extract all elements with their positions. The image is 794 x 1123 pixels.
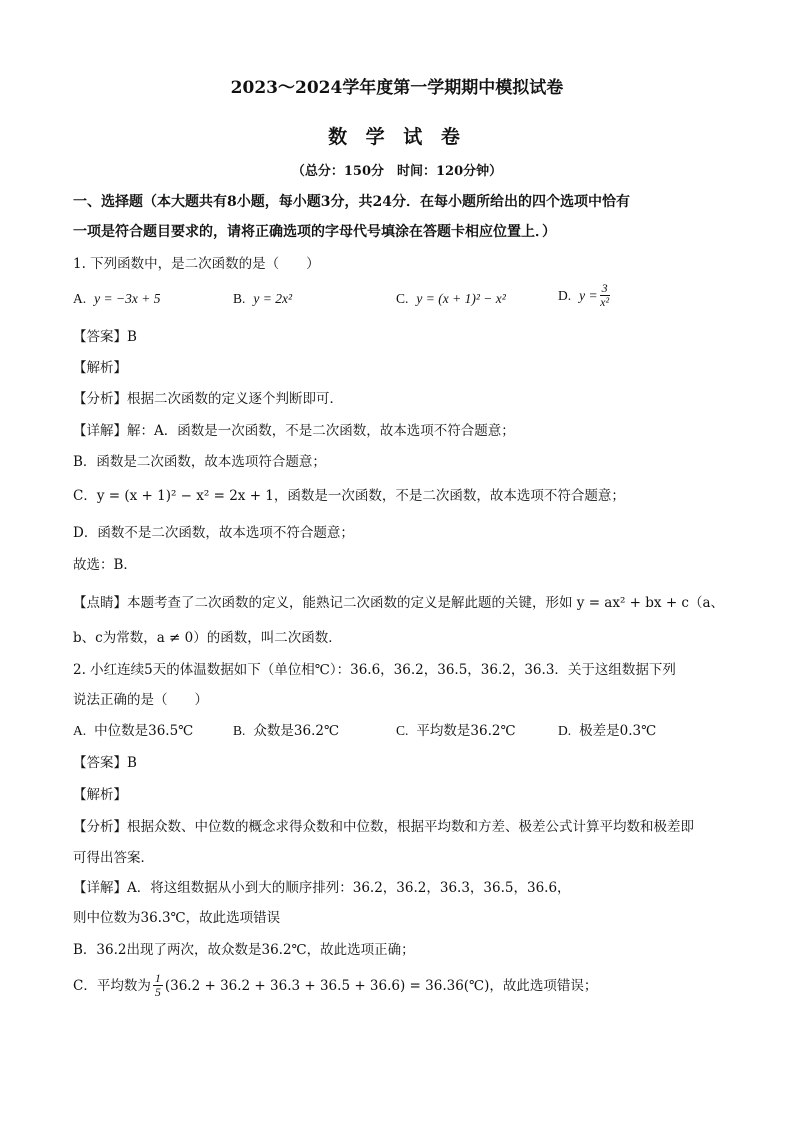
section-heading-line2: 一项是符合题目要求的，请将正确选项的字母代号填涂在答题卡相应位置上．） [73,224,556,240]
q2-option-a [73,721,233,741]
option-expression: y = −3x + 5 [94,290,161,306]
option-expression: y = 2x² [253,290,293,306]
q1-analysis: 【分析】根据二次函数的定义逐个判断即可． [73,391,343,407]
q1-comment-line1: 【点睛】本题考查了二次函数的定义，能熟记二次函数的定义是解此题的关键，形如 y = ax² + bx + c（a、 [73,595,725,611]
q1-stem: 1. 下列函数中，是二次函数的是（ ） [73,256,320,272]
q2-analysis-label: 【解析】 [73,787,127,803]
option-text: 平均数是36.2℃ [416,723,516,739]
option-letter: A. [73,723,87,738]
option-text: 极差是0.3℃ [579,723,657,739]
q1-detail-a: 【详解】解：A．函数是一次函数，不是二次函数，故本选项不符合题意； [73,423,515,439]
q1-detail-c: C．y = (x + 1)² − x² = 2x + 1，函数是一次函数，不是二次函数，故本选项不符合题意； [73,488,625,504]
q1-option-c [396,288,558,309]
q1-options [73,281,724,309]
exam-subtitle: 数 学 试 卷 [328,126,466,148]
q2-option-d [558,721,656,741]
q2-detail-a2: 则中位数为36.3℃，故此选项错误 [73,910,281,926]
option-expression: y = (x + 1)² − x² [416,290,506,306]
option-letter: B. [233,290,246,306]
fraction-numerator: 1 [154,971,161,985]
option-letter: C. [396,290,409,306]
q2-analysis-line2: 可得出答案． [73,850,154,866]
q2-answer: 【答案】B [73,755,137,771]
q2-stem-line2: 说法正确的是（ ） [73,692,208,708]
option-expression: y = [579,287,598,303]
option-letter: D. [558,723,572,738]
q2-option-b [233,721,396,741]
q1-detail-d: D．函数不是二次函数，故本选项不符合题意； [73,525,354,541]
section-heading-line1: 一、选择题（本大题共有8小题，每小题3分，共24分．在每小题所给出的四个选项中恰有 [73,194,630,210]
exam-info: （总分：150分 时间：120分钟） [291,164,503,179]
option-text: 众数是36.2℃ [253,723,340,739]
option-letter: C. [396,723,409,738]
detail-c-prefix: C．平均数为 [73,977,151,994]
q2-options [73,721,724,741]
option-letter: A. [73,290,87,306]
q1-answer: 【答案】B [73,329,137,345]
option-text: 中位数是36.5℃ [94,723,194,739]
q2-option-c [396,721,558,741]
q2-detail-a: 【详解】A．将这组数据从小到大的顺序排列：36.2，36.2，36.3，36.5，36.6， [73,880,571,896]
q1-option-d [558,282,612,309]
fraction-numerator: 3 [601,281,608,295]
fraction [600,282,610,309]
fraction-denominator: x² [600,295,610,309]
q1-option-b [233,288,396,309]
q1-analysis-label: 【解析】 [73,360,127,376]
q2-stem-line1: 2. 小红连续5天的体温数据如下（单位相℃）：36.6，36.2，36.5，36.2，36.3．关于这组数据下列 [73,662,676,678]
exam-title: 2023～2024学年度第一学期期中模拟试卷 [230,78,564,98]
q1-detail-b: B．函数是二次函数，故本选项符合题意； [73,454,326,470]
fraction [153,972,163,999]
q1-comment-line2: b、c为常数，a ≠ 0）的函数，叫二次函数． [73,630,342,646]
detail-c-suffix: (36.2 + 36.2 + 36.3 + 36.5 + 36.6) = 36.36(℃)，故此选项错误； [164,977,598,994]
option-letter: D. [558,287,572,303]
q2-detail-b: B．36.2出现了两次，故众数是36.2℃，故此选项正确； [73,942,415,958]
option-letter: B. [233,723,246,738]
q1-choose: 故选：B． [73,557,137,573]
fraction-denominator: 5 [154,985,161,999]
q2-detail-c [73,972,724,999]
q2-analysis-line1: 【分析】根据众数、中位数的概念求得众数和中位数，根据平均数和方差、极差公式计算平均数和极差即 [73,819,694,835]
q1-option-a [73,288,233,309]
